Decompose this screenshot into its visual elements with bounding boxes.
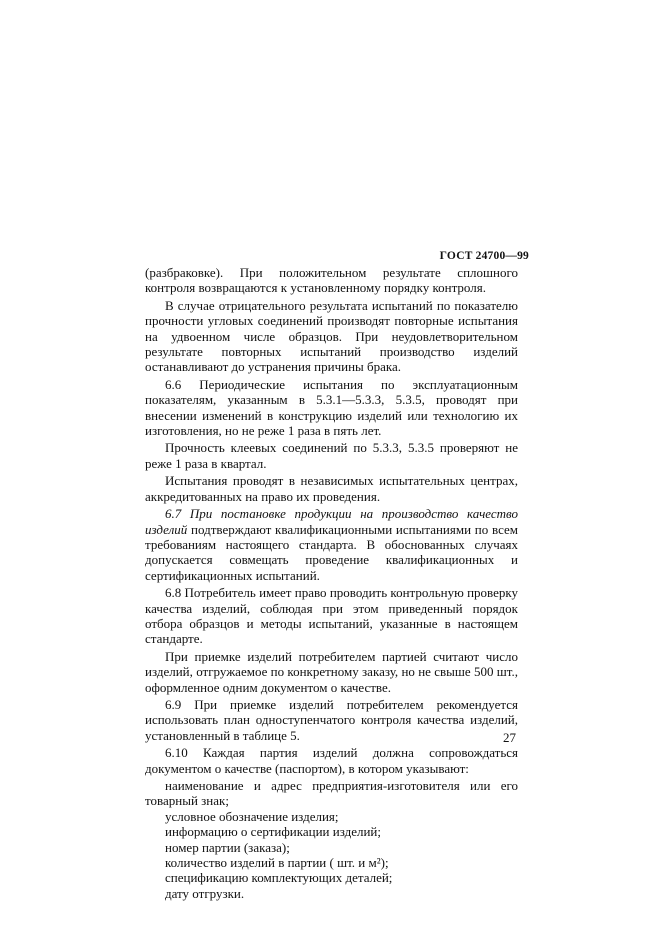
page-number: 27 bbox=[503, 730, 516, 745]
list-item: номер партии (заказа); bbox=[165, 839, 290, 855]
italic-clause: 6.7 При постановке продукции на производство качество изделий bbox=[145, 506, 518, 537]
paragraph: 6.9 При приемке изделий потребителем рекомендуется использовать план одноступенчатого контроля качества изделий, установленный в таблице 5. bbox=[145, 696, 518, 743]
paragraph: (разбраковке). При положительном результате сплошного контроля возвращаются к установленному порядку контроля. bbox=[145, 265, 518, 296]
paragraph: При приемке изделий потребителем партией считают число изделий, отгружаемое по конкретному заказу, но не свыше 500 шт., оформленное одним документом о качестве. bbox=[145, 648, 518, 695]
list-item: условное обозначение изделия; bbox=[165, 808, 339, 824]
paragraph: В случае отрицательного результата испытаний по показателю прочности угловых соединений производят повторные испытания на удвоенном числе образцов. При неудовлетворительном результате повторных испытаний производство изделий останавливают до устранения причины брака. bbox=[145, 297, 518, 375]
paragraph: Прочность клеевых соединений по 5.3.3, 5.3.5 проверяют не реже 1 раза в квартал. bbox=[145, 440, 518, 471]
list-item: наименование и адрес предприятия-изготовителя или его товарный знак; bbox=[145, 778, 518, 809]
list-item: количество изделий в партии ( шт. и м²); bbox=[165, 855, 389, 871]
paragraph: 6.8 Потребитель имеет право проводить контрольную проверку качества изделий, соблюдая при этом приведенный порядок отбора образцов и методы испытаний, указанные в настоящем стандарте. bbox=[145, 585, 518, 647]
list-item: спецификацию комплектующих деталей; bbox=[165, 870, 393, 886]
paragraph bbox=[145, 506, 518, 583]
list-item: дату отгрузки. bbox=[165, 885, 245, 901]
paragraph-rest: подтверждают квалификационными испытаниями по всем требованиям настоящего стандарта. В обоснованных случаях допускается совмещать проведение квалификационных и сертификационных испытаний. bbox=[145, 521, 518, 583]
document-body bbox=[145, 265, 518, 901]
paragraph: Испытания проводят в независимых испытательных центрах, аккредитованных на право их проведения. bbox=[145, 473, 518, 504]
document-header: ГОСТ 24700—99 bbox=[439, 250, 529, 262]
list-item: информацию о сертификации изделий; bbox=[165, 824, 381, 840]
paragraph: 6.6 Периодические испытания по эксплуатационным показателям, указанным в 5.3.1—5.3.3, 5.3.5, проводят при внесении изменений в конструкцию изделий или технологию их изготовления, но не реже 1 раза в пять лет. bbox=[145, 376, 518, 439]
paragraph: 6.10 Каждая партия изделий должна сопровождаться документом о качестве (паспортом), в котором указывают: bbox=[145, 745, 518, 776]
